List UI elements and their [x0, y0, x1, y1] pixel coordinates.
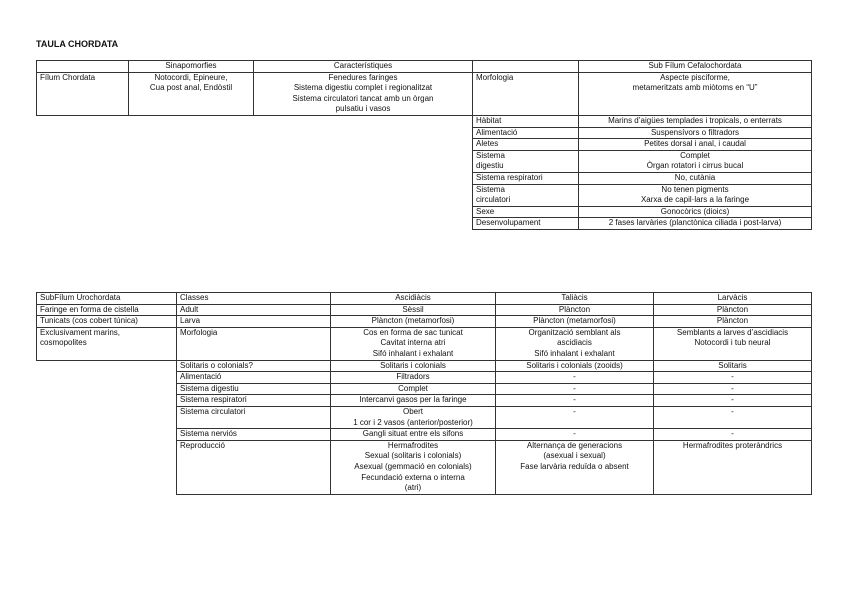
taliacis-cell	[496, 372, 654, 384]
document-title: TAULA CHORDATA	[36, 39, 119, 49]
cell-text: -	[573, 372, 576, 382]
cell-text: -	[573, 406, 576, 416]
column-header: Taliàcis	[496, 293, 654, 305]
cell-text: Complet	[398, 383, 428, 393]
caracteristiques-cell	[254, 72, 473, 115]
cell-text: Xarxa de capil·lars a la faringe	[640, 195, 750, 205]
header-caracteristiques: Característiques	[254, 61, 473, 73]
cell-text: Fenedures faringes	[328, 72, 398, 82]
row-label	[177, 372, 331, 384]
row-label	[473, 115, 579, 127]
cell-text: (asexual i sexual)	[543, 451, 606, 461]
larvacis-cell	[654, 383, 812, 395]
cell-text: Solitaris o colonials?	[180, 360, 253, 370]
chordata-table	[36, 60, 812, 230]
larvacis-cell	[654, 316, 812, 328]
cell-text: Gonocòrics (dioics)	[660, 206, 730, 216]
row-label	[473, 72, 579, 115]
taliacis-cell	[496, 395, 654, 407]
header-sinapomorfies: Sinapomorfies	[129, 61, 254, 73]
cell-text: Hàbitat	[476, 115, 502, 125]
taliacis-cell	[496, 440, 654, 494]
cell-text: Hermafrodites proteràndrics	[682, 440, 783, 450]
table-row	[37, 360, 812, 372]
taliacis-cell	[496, 304, 654, 316]
cell-text: Aletes	[476, 139, 499, 149]
cell-text: Sistema circulatori	[180, 406, 246, 416]
cell-text: ascidiacis	[557, 338, 592, 348]
row-value	[579, 72, 812, 115]
cell-text: Morfologia	[180, 327, 218, 337]
cell-text: Sexual (solitaris i colonials)	[364, 451, 462, 461]
taliacis-cell	[496, 360, 654, 372]
taliacis-cell	[496, 429, 654, 441]
cell-text: Plàncton (metamorfosi)	[533, 316, 616, 326]
ascidiacis-cell	[331, 327, 496, 360]
cell-text: cosmopolites	[40, 338, 87, 348]
cell-text: 2 fases larvàries (planctònica ciliada i post-larva)	[608, 218, 782, 228]
left-cell	[37, 327, 177, 360]
cell-text: Sistema	[476, 150, 505, 160]
filum-label: Fílum Chordata	[37, 72, 129, 115]
left-cell: Tunicats (cos cobert túnica)	[37, 316, 177, 328]
row-label	[177, 383, 331, 395]
cell-text: Solitaris	[718, 360, 747, 370]
larvacis-cell	[654, 440, 812, 494]
cell-text: Alternança de generacions	[526, 440, 623, 450]
taliacis-cell	[496, 316, 654, 328]
row-label	[177, 327, 331, 360]
row-label	[177, 429, 331, 441]
empty-cell	[473, 61, 579, 73]
cell-text: Aspecte pisciforme,	[660, 72, 730, 82]
cell-text: Sistema	[476, 184, 505, 194]
taliacis-cell	[496, 406, 654, 428]
cell-text: Sexe	[476, 206, 495, 216]
row-value	[579, 206, 812, 218]
larvacis-cell	[654, 304, 812, 316]
cell-text: pulsatiu i vasos	[335, 104, 391, 114]
larvacis-cell	[654, 395, 812, 407]
row-value	[579, 150, 812, 172]
cell-text: Sistema circulatori tancat amb un òrgan	[292, 93, 434, 103]
cell-text: Obert	[402, 406, 423, 416]
table-row	[37, 115, 812, 127]
cell-text: Adult	[180, 304, 199, 314]
cell-text: Solitaris i colonials	[380, 360, 446, 370]
left-cell: Faringe en forma de cistella	[37, 304, 177, 316]
cell-text: Morfologia	[476, 72, 514, 82]
table-row	[37, 304, 812, 316]
row-label	[473, 127, 579, 139]
cell-text: metameritzats amb miòtoms en “U”	[632, 83, 758, 93]
cell-text: Sistema respiratori	[180, 395, 247, 405]
cell-text: Sistema digestiu complet i regionalitzat	[293, 83, 433, 93]
table-header-row	[37, 61, 812, 73]
cell-text: (atri)	[404, 483, 422, 493]
cell-text: Notocordi, Epineure,	[154, 72, 228, 82]
row-value	[579, 127, 812, 139]
ascidiacis-cell	[331, 360, 496, 372]
cell-text: Larva	[180, 316, 201, 326]
row-label	[473, 150, 579, 172]
ascidiacis-cell	[331, 429, 496, 441]
cell-text: Sistema respiratori	[476, 172, 543, 182]
cell-text: Complet	[680, 150, 710, 160]
row-label	[473, 184, 579, 206]
row-label	[473, 206, 579, 218]
ascidiacis-cell	[331, 395, 496, 407]
cell-text: Filtradors	[396, 372, 430, 382]
ascidiacis-cell	[331, 440, 496, 494]
ascidiacis-cell	[331, 406, 496, 428]
cell-text: -	[573, 383, 576, 393]
cell-text: Semblants a larves d’ascidiacis	[676, 327, 789, 337]
row-label	[473, 172, 579, 184]
cell-text: Plàncton (metamorfosi)	[371, 316, 455, 326]
cell-text: Òrgan rotatori i cirrus bucal	[646, 161, 744, 171]
cell-text: Fase larvària reduïda o absent	[520, 461, 629, 471]
cell-text: Cua post anal, Endòstil	[149, 83, 233, 93]
header-sub-filum: Sub Fílum Cefalochordata	[579, 61, 812, 73]
ascidiacis-cell	[331, 316, 496, 328]
cell-text: Marins d’aigües templades i tropicals, o enterrats	[608, 115, 782, 125]
table-row	[37, 327, 812, 360]
cell-text: Desenvolupament	[476, 218, 541, 228]
taliacis-cell	[496, 383, 654, 395]
cell-text: Petites dorsal i anal, i caudal	[644, 139, 746, 149]
row-value	[579, 115, 812, 127]
row-value	[579, 184, 812, 206]
cell-text: Intercanvi gasos per la faringe	[359, 395, 467, 405]
column-header: Classes	[177, 293, 331, 305]
cell-text: Plàncton	[716, 316, 749, 326]
empty-cell	[37, 61, 129, 73]
cell-text: Sistema digestiu	[180, 383, 239, 393]
cell-text: Notocordi i tub neural	[694, 338, 771, 348]
cell-text: Gangli situat entre els sifons	[362, 429, 464, 439]
larvacis-cell	[654, 372, 812, 384]
cell-text: Fecundació externa o interna	[361, 472, 465, 482]
cell-text: circulatori	[476, 195, 511, 205]
larvacis-cell	[654, 406, 812, 428]
cell-text: Plàncton	[558, 304, 591, 314]
cell-text: -	[731, 429, 734, 439]
row-label	[177, 304, 331, 316]
cell-text: Organització semblant als	[528, 327, 621, 337]
cell-text: Alimentació	[180, 372, 222, 382]
ascidiacis-cell	[331, 372, 496, 384]
cell-text: Sifó inhalant i exhalant	[534, 348, 615, 358]
urochordata-table	[36, 292, 812, 495]
row-label	[177, 406, 331, 428]
larvacis-cell	[654, 327, 812, 360]
cell-text: 1 cor i 2 vasos (anterior/posterior)	[353, 417, 473, 427]
row-label	[177, 316, 331, 328]
table-header-row	[37, 293, 812, 305]
cell-text: Sifó inhalant i exhalant	[372, 348, 454, 358]
cell-text: Reproducció	[180, 440, 225, 450]
blank-area	[37, 115, 473, 229]
cell-text: Asexual (gemmació en colonials)	[354, 461, 472, 471]
cell-text: Alimentació	[476, 127, 518, 137]
cell-text: -	[731, 395, 734, 405]
table-row	[37, 72, 812, 115]
larvacis-cell	[654, 360, 812, 372]
cell-text: Cos en forma de sac tunicat	[363, 327, 463, 337]
cell-text: -	[731, 372, 734, 382]
cell-text: digestiu	[476, 161, 504, 171]
cell-text: Suspensívors o filtradors	[650, 127, 740, 137]
ascidiacis-cell	[331, 304, 496, 316]
cell-text: Exclusivament marins,	[40, 327, 121, 337]
row-value	[579, 172, 812, 184]
cell-text: No, cutània	[674, 172, 716, 182]
ascidiacis-cell	[331, 383, 496, 395]
cell-text: -	[573, 395, 576, 405]
row-label	[473, 218, 579, 230]
cell-text: Sistema nerviós	[180, 429, 237, 439]
row-label	[473, 139, 579, 151]
sinapomorfies-cell	[129, 72, 254, 115]
larvacis-cell	[654, 429, 812, 441]
row-value	[579, 139, 812, 151]
row-label	[177, 395, 331, 407]
table-row	[37, 316, 812, 328]
cell-text: Plàncton	[716, 304, 749, 314]
blank-area	[37, 360, 177, 494]
cell-text: Sèssil	[402, 304, 424, 314]
cell-text: Cavitat interna atri	[380, 338, 446, 348]
taliacis-cell	[496, 327, 654, 360]
cell-text: Solitaris i colonials (zooids)	[526, 360, 623, 370]
cell-text: No tenen pigments	[661, 184, 729, 194]
row-label	[177, 440, 331, 494]
cell-text: -	[573, 429, 576, 439]
cell-text: -	[731, 406, 734, 416]
column-header: Ascidiàcis	[331, 293, 496, 305]
row-value	[579, 218, 812, 230]
cell-text: -	[731, 383, 734, 393]
row-label	[177, 360, 331, 372]
cell-text: Hermafrodites	[387, 440, 439, 450]
column-header: SubFílum Urochordata	[37, 293, 177, 305]
column-header: Larvàcis	[654, 293, 812, 305]
